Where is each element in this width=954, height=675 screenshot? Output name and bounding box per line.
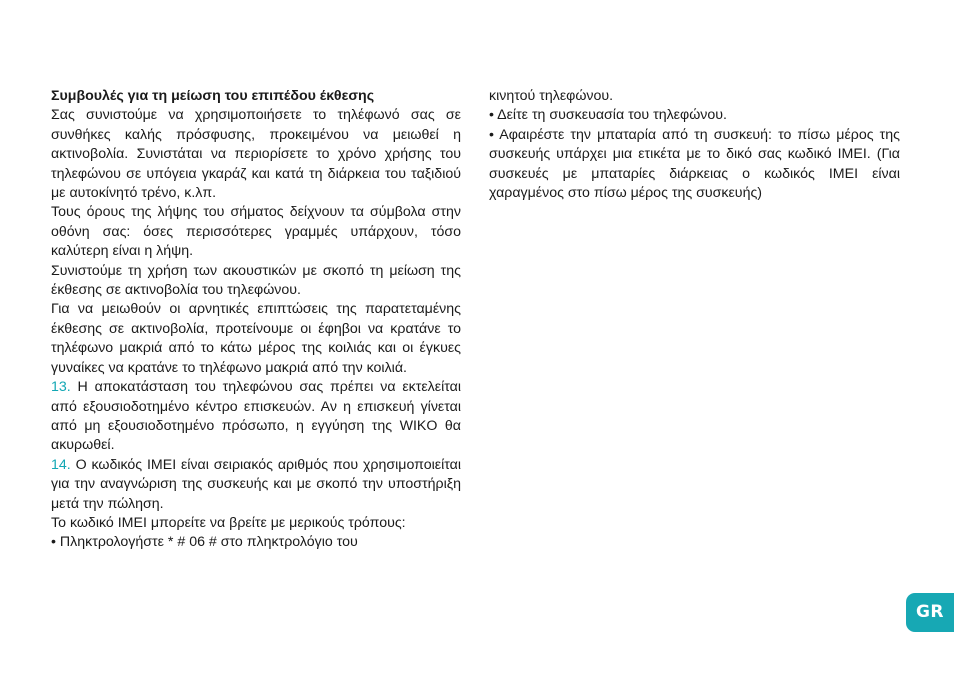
language-badge: GR [906,593,954,632]
bullet-dial-code: • Πληκτρολογήστε * # 06 # στο πληκτρολόγιο του [51,534,358,551]
list-item-14 [51,456,461,514]
left-column [51,87,461,553]
item-text-14: Ο κωδικός IMEI είναι σειριακός αριθμός που χρησιμοποιείται για την αναγνώριση της συσκευής και με σκοπό την υποστήριξη μετά την πώληση. [51,456,462,512]
right-column [489,87,900,203]
imei-intro: Το κωδικό IMEI μπορείτε να βρείτε με μερικούς τρόπους: [51,514,406,531]
paragraph-headphones: Συνιστούμε τη χρήση των ακουστικών με σκοπό τη μείωση της έκθεσης σε ακτινοβολία του τηλεφώνου. [51,262,461,299]
bullet-continuation: κινητού τηλεφώνου. [489,88,614,104]
paragraph-signal-reception: Τους όρους της λήψης του σήματος δείχνουν τα σύμβολα στην οθόνη σας: όσες περισσότερες γραμμές υπάρχουν, τόσο καλύτερη είναι η λήψη. [51,204,461,260]
bullet-battery-label: • Αφαιρέστε την μπαταρία από τη συσκευή: το πίσω μέρος της συσκευής υπάρχει μια ετικέτα με το δικό σας κωδικό IMEI. (Για συσκευές με μπαταρίες διάρκειας ο κωδικός IMEI είναι χαραγμένος στο πίσω μέρος της συσκευής) [489,126,900,202]
item-number-14: 14. [51,456,71,473]
section-heading: Συμβουλές για τη μείωση του επιπέδου έκθεσης [51,88,375,104]
list-item-13 [51,378,461,456]
item-text-13: Η αποκατάσταση του τηλεφώνου σας πρέπει να εκτελείται από εξουσιοδοτημένο κέντρο επισκευών. Αν η επισκευή γίνεται από μη εξουσιοδοτημένο πρόσωπο, η εγγύηση της WIKO θα ακυρωθεί. [51,379,461,454]
paragraph-teens-pregnant: Για να μειωθούν οι αρνητικές επιπτώσεις της παρατεταμένης έκθεσης σε ακτινοβολία, προτείνουμε οι έφηβοι να κρατάνε το τηλέφωνο μακριά από το κάτω μέρος της κοιλιάς και οι έγκυες γυναίκες να κρατάνε το τηλέφωνο μακριά από την κοιλιά. [51,301,461,376]
item-number-13: 13. [51,379,71,396]
paragraph-reduce-exposure: Σας συνιστούμε να χρησιμοποιήσετε το τηλέφωνό σας σε συνθήκες καλής πρόσφυσης, προκειμένου να μειωθεί η ακτινοβολία. Συνιστάται να περιορίσετε το χρόνο χρήσης του τηλεφώνου σε υπόγεια γκαράζ και κατά τη διάρκεια του ταξιδιού με αυτοκίνητό τρένο, κ.λπ. [51,107,461,202]
bullet-packaging: • Δείτε τη συσκευασία του τηλεφώνου. [489,107,727,124]
